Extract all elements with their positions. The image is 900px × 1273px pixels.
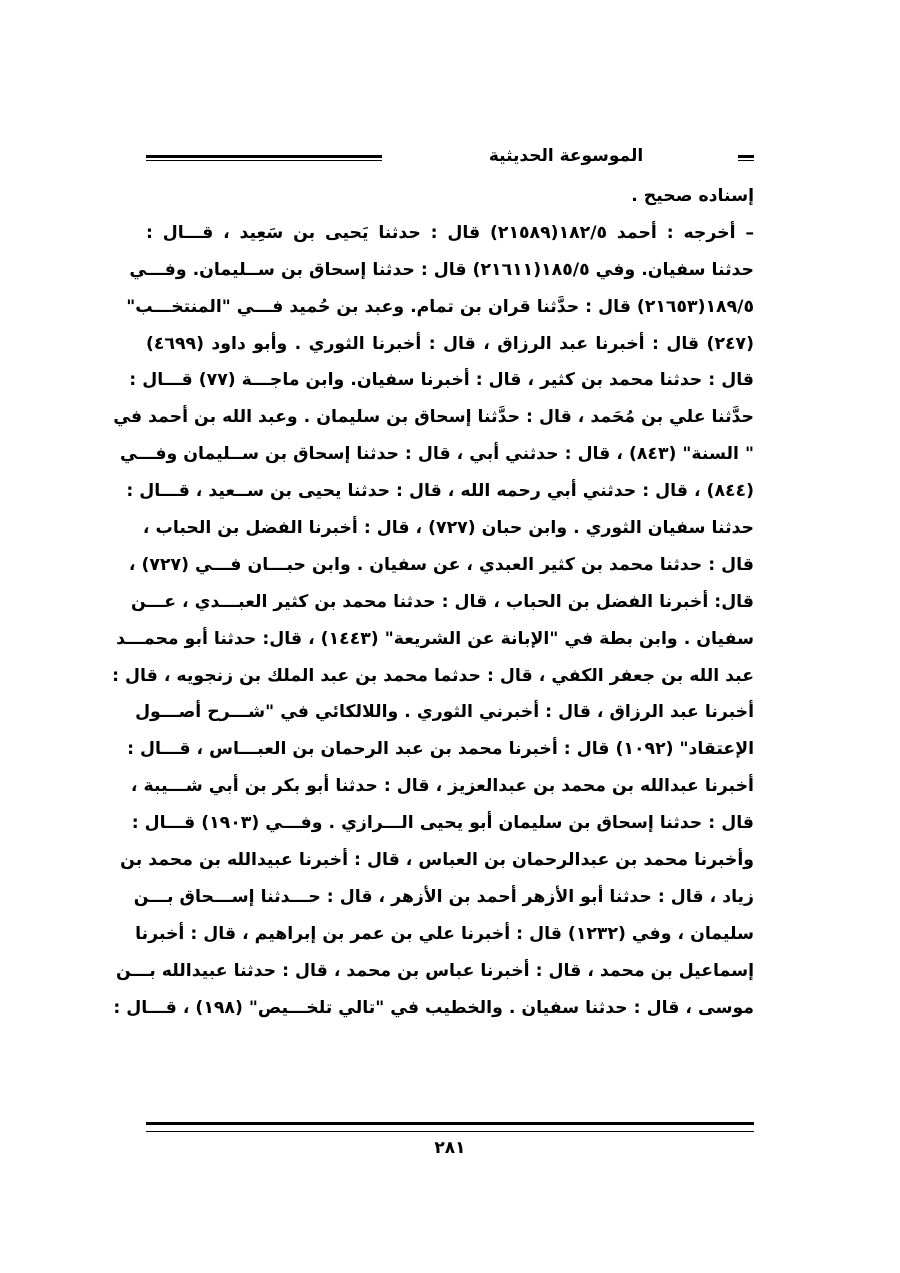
text-line: حدثنا سفيان. وفي ١٨٥/٥(٢١٦١١) قال : حدثنا إسحاق بن ســليمان. وفـــي bbox=[129, 259, 754, 280]
text-line: سليمان ، وفي (١٢٣٢) قال : أخبرنا علي بن عمر بن إبراهيم ، قال : أخبرنا bbox=[135, 923, 754, 944]
body-text bbox=[112, 178, 754, 1026]
text-line: إسناده صحيح . bbox=[631, 186, 754, 206]
text-line: حدثنا سفيان الثوري . وابن حبان (٧٢٧) ، قال : أخبرنا الفضل بن الحباب ، bbox=[142, 518, 754, 539]
running-header bbox=[146, 143, 754, 173]
header-title: الموسوعة الحديثية bbox=[488, 146, 644, 166]
text-line: (٢٤٧) قال : أخبرنا عبد الرزاق ، قال : أخبرنا الثوري . وأبو داود (٤٦٩٩) bbox=[146, 333, 754, 354]
text-line: ١٨٩/٥(٢١٦٥٣) قال : حدَّثنا قران بن تمام. وعبد بن حُميد فـــي "المنتخـــب" bbox=[126, 296, 754, 317]
text-line: موسى ، قال : حدثنا سفيان . والخطيب في "تالي تلخـــيص" (١٩٨) ، قـــال : bbox=[113, 997, 754, 1018]
page-number: ٢٨١ bbox=[434, 1138, 466, 1158]
text-line: (٨٤٤) ، قال : حدثني أبي رحمه الله ، قال : حدثنا يحيى بن ســعيد ، قـــال : bbox=[126, 481, 754, 502]
text-line: قال: أخبرنا الفضل بن الحباب ، قال : حدثنا محمد بن كثير العبـــدي ، عـــن bbox=[130, 591, 754, 612]
footer-rule bbox=[146, 1122, 754, 1132]
text-line: عبد الله بن جعفر الكفي ، قال : حدثما محمد بن عبد الملك بن زنجويه ، قال : bbox=[112, 665, 754, 686]
header-rule-right bbox=[738, 155, 754, 161]
text-line: " السنة" (٨٤٣) ، قال : حدثني أبي ، قال : حدثنا إسحاق بن ســليمان وفـــي bbox=[120, 444, 754, 465]
text-line: قال : حدثنا محمد بن كثير العبدي ، عن سفيان . وابن حبـــان فـــي (٧٢٧) ، bbox=[128, 554, 754, 575]
text-line: قال : حدثنا إسحاق بن سليمان أبو يحيى الـــرازي . وفـــي (١٩٠٣) قـــال : bbox=[131, 813, 754, 834]
text-line: سفيان . وابن بطة في "الإبانة عن الشريعة" (١٤٤٣) ، قال: حدثنا أبو محمـــد bbox=[116, 628, 754, 649]
text-line: الإعتقاد" (١٠٩٢) قال : أخبرنا محمد بن عبد الرحمان بن العبـــاس ، قـــال : bbox=[127, 739, 754, 760]
text-line: أخبرنا عبدالله بن محمد بن عبدالعزيز ، قال : حدثنا أبو بكر بن أبي شـــيبة ، bbox=[130, 776, 754, 797]
text-line: وأخبرنا محمد بن عبدالرحمان بن العباس ، قال : أخبرنا عبيدالله بن محمد بن bbox=[120, 850, 754, 871]
text-line: أخبرنا عبد الرزاق ، قال : أخبرني الثوري . واللالكائي في "شـــرح أصـــول bbox=[135, 702, 754, 723]
header-rule-left bbox=[146, 155, 382, 161]
text-line: قال : حدثنا محمد بن كثير ، قال : أخبرنا سفيان. وابن ماجـــة (٧٧) قـــال : bbox=[129, 370, 754, 391]
text-line: – أخرجه : أحمد ١٨٢/٥(٢١٥٨٩) قال : حدثنا يَحيى بن سَعِيد ، قـــال : bbox=[146, 222, 754, 243]
text-line: حدَّثنا علي بن مُحَمد ، قال : حدَّثنا إسحاق بن سليمان . وعبد الله بن أحمد في bbox=[113, 407, 754, 428]
text-line: إسماعيل بن محمد ، قال : أخبرنا عباس بن محمد ، قال : حدثنا عبيدالله بـــن bbox=[115, 960, 754, 981]
text-line: زياد ، قال : حدثنا أبو الأزهر أحمد بن الأزهر ، قال : حـــدثنا إســـحاق بـــن bbox=[133, 886, 754, 907]
